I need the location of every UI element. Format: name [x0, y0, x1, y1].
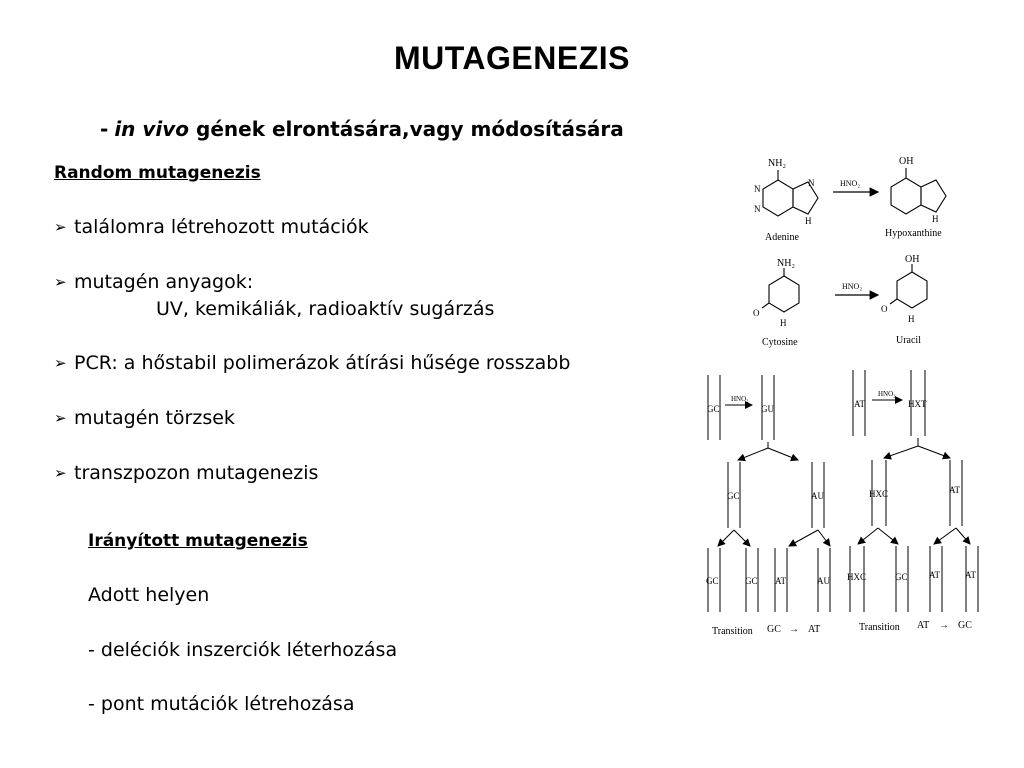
left-leaf-pair: GC [745, 576, 758, 586]
directed-heading: Irányított mutagenezis [88, 531, 308, 551]
left-transition-to: AT [808, 624, 821, 635]
transition-arrow-icon: → [789, 624, 799, 635]
hypoxanthine-group: OH [899, 156, 914, 167]
bullet-text: PCR: a hőstabil polimerázok átírási hűsége rosszabb [74, 352, 571, 374]
hypoxanthine-h: H [932, 214, 939, 224]
left-leaf-pair: AT [775, 576, 786, 586]
right-transition-label: Transition [859, 622, 900, 633]
adenine-h: H [805, 216, 812, 226]
right-transition-from: AT [917, 620, 930, 631]
right-after-pair: HXT [908, 399, 927, 409]
hypoxanthine-name: Hypoxanthine [885, 228, 942, 239]
cytosine-h: H [780, 318, 787, 328]
adenine-name: Adenine [765, 232, 799, 243]
directed-line: - deléciók inszerciók léterhozása [88, 639, 398, 661]
left-leaf-pair: GC [706, 576, 719, 586]
bullet-text: mutagén anyagok: [74, 271, 254, 293]
reagent-label: HNO₂ [840, 179, 861, 188]
bullet-arrow-icon: ➢ [54, 273, 67, 291]
left-top-pair: GC [707, 404, 720, 414]
cytosine-o: O [753, 308, 760, 318]
hypoxanthine-structure [891, 168, 946, 214]
reagent-label: HNO₂ [731, 395, 749, 403]
right-leaf-pair: AT [965, 570, 976, 580]
adenine-group: NH₂ [768, 158, 786, 169]
right-leaf-pair: HXC [847, 572, 867, 582]
left-mid-pair: GC [727, 491, 740, 501]
random-heading: Random mutagenezis [54, 163, 261, 183]
bullet-arrow-icon: ➢ [54, 354, 67, 372]
bullet-text: mutagén törzsek [74, 407, 235, 429]
cytosine-name: Cytosine [762, 337, 798, 348]
adenine-n: N [754, 204, 761, 214]
uracil-group: OH [905, 254, 920, 265]
uracil-structure [890, 264, 927, 308]
bullet-subline: UV, kemikáliák, radioaktív sugárzás [156, 298, 495, 320]
left-after-pair: GU [761, 404, 774, 414]
directed-line: - pont mutációk létrehozása [88, 693, 355, 715]
right-leaf-pair: AT [929, 570, 940, 580]
reagent-label: HNO₂ [878, 390, 896, 398]
transition-arrow-icon: → [939, 620, 949, 631]
right-mid-pair: AT [949, 485, 960, 495]
right-transition-to: GC [958, 620, 972, 631]
uracil-o: O [881, 304, 888, 314]
reagent-label: HNO₂ [842, 282, 863, 291]
left-mid-pair: AU [811, 491, 824, 501]
adenine-structure [763, 170, 818, 216]
cytosine-group: NH₂ [777, 258, 795, 269]
uracil-h: H [908, 314, 915, 324]
left-transition-from: GC [767, 624, 781, 635]
left-transition-label: Transition [712, 626, 753, 637]
subtitle-italic: in vivo [114, 117, 190, 141]
right-leaf-pair: GC [895, 572, 908, 582]
page-title: MUTAGENEZIS [393, 40, 630, 76]
bullet-text: transzpozon mutagenezis [74, 462, 319, 484]
cytosine-structure [762, 268, 799, 312]
subtitle-rest: gének elrontására,vagy módosítására [196, 117, 624, 141]
adenine-n: N [754, 184, 761, 194]
adenine-n: N [808, 178, 815, 188]
subtitle-dash: - [100, 117, 109, 141]
directed-line: Adott helyen [88, 584, 210, 606]
left-leaf-pair: AU [817, 576, 830, 586]
bullet-arrow-icon: ➢ [54, 409, 67, 427]
bullet-text: találomra létrehozott mutációk [74, 216, 369, 238]
right-top-pair: AT [854, 399, 865, 409]
uracil-name: Uracil [896, 335, 921, 346]
bullet-arrow-icon: ➢ [54, 218, 67, 236]
right-mid-pair: HXC [869, 489, 889, 499]
bullet-arrow-icon: ➢ [54, 464, 67, 482]
